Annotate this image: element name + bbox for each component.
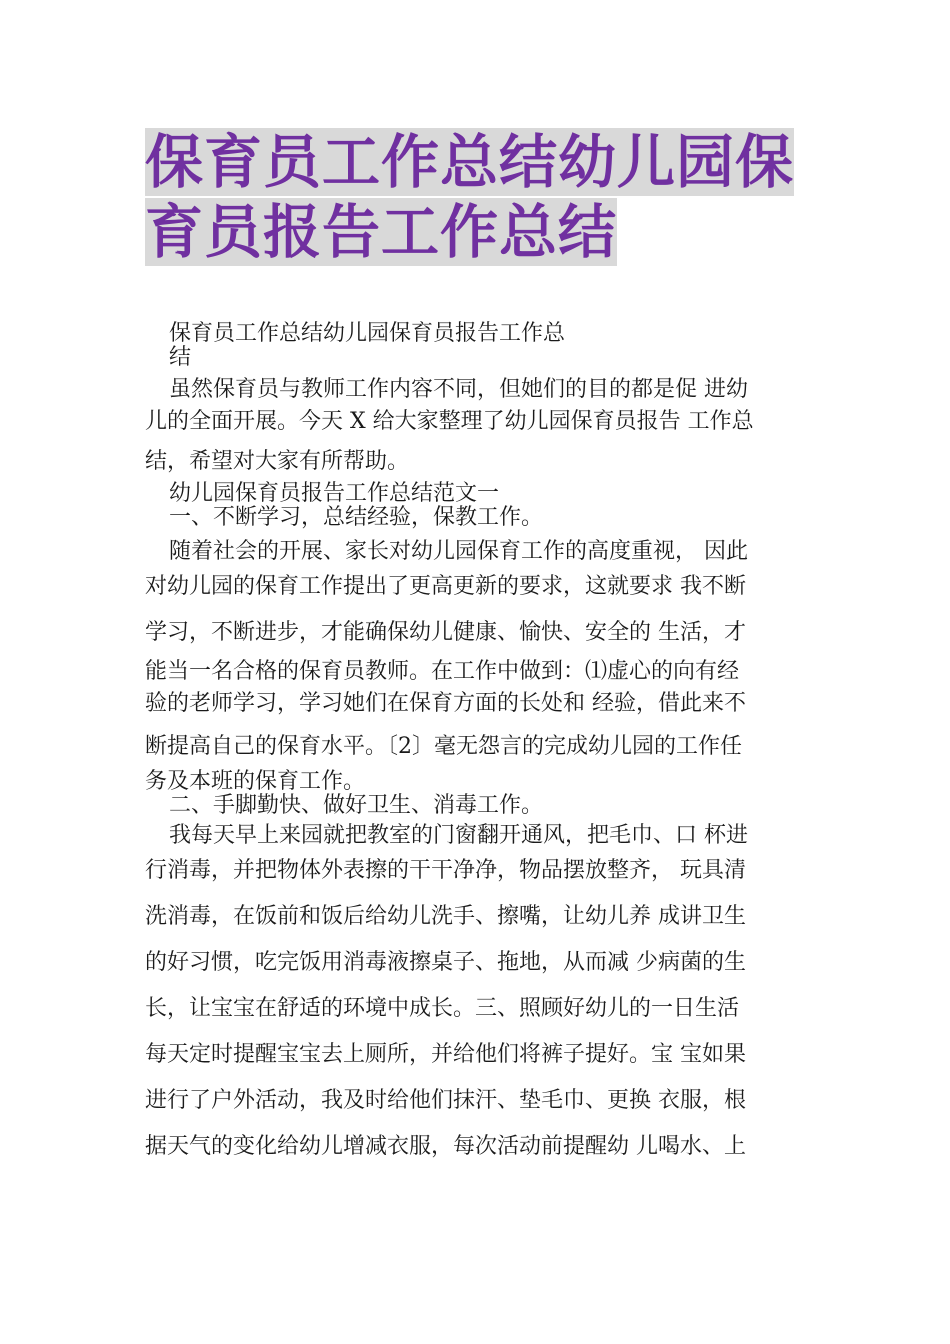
paragraph-line: 随着社会的开展、家长对幼儿园保育工作的高度重视， 因此: [169, 539, 748, 564]
title-line: 育员报告工作总结: [145, 198, 618, 266]
paragraph-line: 洗消毒，在饭前和饭后给幼儿洗手、擦嘴，让幼儿养 成讲卫生: [145, 904, 746, 929]
section-heading: 一、不断学习，总结经验，保教工作。: [169, 505, 544, 530]
paragraph-line: 我每天早上来园就把教室的门窗翻开通风，把毛巾、口 杯进: [169, 823, 748, 848]
title-line: 保育员工作总结幼儿园保: [145, 128, 795, 196]
paragraph-line: 结，希望对大家有所帮助。: [145, 449, 410, 474]
section-heading: 幼儿园保育员报告工作总结范文一: [169, 481, 500, 506]
paragraph-line: 儿的全面开展。今天 X 给大家整理了幼儿园保育员报告 工作总: [145, 409, 754, 434]
document-body: [145, 322, 810, 1170]
paragraph-line: 能当一名合格的保育员教师。在工作中做到：⑴虚心的向有经: [145, 659, 740, 684]
paragraph-line: 务及本班的保育工作。: [145, 769, 366, 794]
section-heading: 二、手脚勤快、做好卫生、消毒工作。: [169, 793, 544, 818]
paragraph-line: 的好习惯，吃完饭用消毒液擦桌子、拖地，从而减 少病菌的生: [145, 950, 746, 975]
paragraph-line: 进行了户外活动，我及时给他们抹汗、垫毛巾、更换 衣服，根: [145, 1088, 746, 1113]
paragraph-line: 对幼儿园的保育工作提出了更高更新的要求，这就要求 我不断: [145, 574, 746, 599]
subtitle-line: 保育员工作总结幼儿园保育员报告工作总: [169, 321, 566, 346]
paragraph-line: 长，让宝宝在舒适的环境中成长。三、照顾好幼儿的一日生活: [145, 996, 740, 1021]
subtitle-line: 结: [169, 345, 192, 370]
paragraph-line: 据天气的变化给幼儿增减衣服，每次活动前提醒幼 儿喝水、上: [145, 1134, 746, 1159]
document-title: [145, 128, 815, 268]
paragraph-line: 每天定时提醒宝宝去上厕所，并给他们将裤子提好。宝 宝如果: [145, 1042, 746, 1067]
paragraph-line: 学习，不断进步，才能确保幼儿健康、愉快、安全的 生活，才: [145, 620, 746, 645]
paragraph-line: 断提高自己的保育水平。〔2〕毫无怨言的完成幼儿园的工作任: [145, 734, 742, 759]
paragraph-line: 验的老师学习，学习她们在保育方面的长处和 经验，借此来不: [145, 691, 746, 716]
paragraph-line: 行消毒，并把物体外表擦的干干净净，物品摆放整齐， 玩具清: [145, 858, 746, 883]
paragraph-line: 虽然保育员与教师工作内容不同，但她们的目的都是促 进幼: [169, 377, 748, 402]
